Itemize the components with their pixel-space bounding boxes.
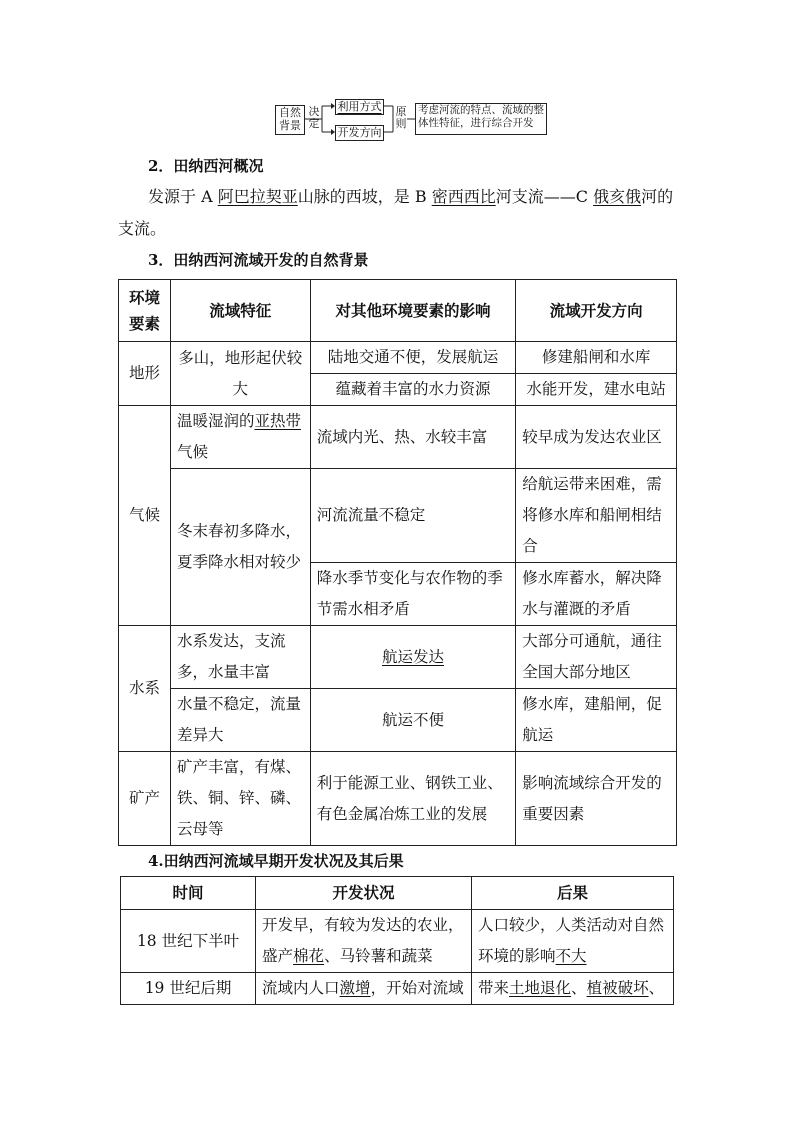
result-cell xyxy=(472,973,674,1005)
table-row xyxy=(119,626,677,689)
factor-text: 气候 xyxy=(128,506,160,524)
development-direction-box xyxy=(335,125,384,141)
answer-text: 棉花 xyxy=(293,947,325,965)
section-2-line-1 xyxy=(148,181,688,213)
table-header-row xyxy=(119,280,677,342)
factor-cell: 矿产 xyxy=(119,752,171,846)
answer-text: 密西西比 xyxy=(431,187,496,206)
feature-cell: 水系发达，支流多，水量丰富 xyxy=(170,626,310,689)
feature-cell: 矿产丰富，有煤、铁、铜、锌、磷、云母等 xyxy=(170,752,310,846)
text: 、马铃薯和蔬菜 xyxy=(324,947,433,965)
time-cell: 18 世纪下半叶 xyxy=(121,910,256,973)
direction-cell: 水能开发，建水电站 xyxy=(516,374,677,406)
box-text: 开发方向 xyxy=(337,126,382,139)
status-cell xyxy=(256,973,472,1005)
direction-cell: 较早成为发达农业区 xyxy=(516,406,677,469)
table-row xyxy=(121,910,674,973)
feature-cell: 多山，地形起伏较大 xyxy=(170,342,310,406)
principle-label xyxy=(395,106,407,130)
early-development-table xyxy=(120,876,674,1005)
header-impact xyxy=(310,280,516,342)
text: ，开始对流域 xyxy=(370,979,464,997)
table-row xyxy=(121,973,674,1005)
table-row xyxy=(119,342,677,374)
direction-cell: 给航运带来困难，需将修水库和船闸相结合 xyxy=(516,469,677,563)
header-feature xyxy=(170,280,310,342)
factor-cell xyxy=(119,406,171,626)
decide-label xyxy=(308,106,320,130)
text: 、 xyxy=(571,979,587,997)
development-principle-diagram xyxy=(275,98,545,140)
feature-cell xyxy=(170,406,310,469)
factor-cell: 水系 xyxy=(119,626,171,752)
box-text: 背景 xyxy=(279,119,301,132)
header-direction xyxy=(516,280,677,342)
status-cell xyxy=(256,910,472,973)
section-3-title: 3．田纳西河流域开发的自然背景 xyxy=(148,251,369,269)
result-cell xyxy=(472,910,674,973)
answer-text: 激增 xyxy=(339,979,371,997)
label-char: 原 xyxy=(395,105,407,118)
table-row xyxy=(119,469,677,563)
text: 开发早，有较为发达的农业，盛产 xyxy=(262,916,464,965)
section-4-title: 4.田纳西河流域早期开发状况及其后果 xyxy=(148,852,404,870)
time-cell: 19 世纪后期 xyxy=(121,973,256,1005)
header-text: 后果 xyxy=(557,883,589,902)
label-char: 决 xyxy=(308,105,320,118)
answer-text: 亚热带 xyxy=(254,412,301,430)
text: 发源于 A xyxy=(148,187,218,206)
label-char: 定 xyxy=(308,117,320,130)
answer-text: 土地退化 xyxy=(509,979,572,997)
natural-background-table xyxy=(118,279,677,846)
box-text: 自然 xyxy=(279,106,301,119)
text: 温暖湿润的 xyxy=(176,412,255,430)
answer-text: 植被破坏 xyxy=(586,979,649,997)
impact-cell: 蕴藏着丰富的水力资源 xyxy=(310,374,516,406)
table-row xyxy=(119,752,677,846)
direction-cell: 大部分可通航，通往全国大部分地区 xyxy=(516,626,677,689)
header-factor xyxy=(119,280,171,342)
principle-box xyxy=(415,103,547,135)
text: 气候 xyxy=(176,443,208,461)
section-2-title: 2．田纳西河概况 xyxy=(148,157,264,175)
impact-cell xyxy=(310,626,516,689)
label-char: 则 xyxy=(395,117,407,130)
factor-cell: 地形 xyxy=(119,342,171,406)
impact-cell: 河流流量不稳定 xyxy=(310,469,516,563)
header-text: 对其他环境要素的影响 xyxy=(335,300,491,320)
header-text: 流域开发方向 xyxy=(549,300,643,320)
header-text: 时间 xyxy=(172,883,204,902)
section-2-line-2: 支流。 xyxy=(118,219,167,238)
header-text: 流域特征 xyxy=(209,300,272,320)
header-text: 环境要素 xyxy=(128,287,160,333)
answer-text: 航运发达 xyxy=(381,647,444,666)
direction-cell: 影响流域综合开发的重要因素 xyxy=(516,752,677,846)
box-text: 利用方式 xyxy=(337,100,382,113)
answer-text: 不大 xyxy=(555,947,587,965)
feature-cell: 水量不稳定，流量差异大 xyxy=(170,689,310,752)
box-text: 体性特征，进行综合开发 xyxy=(418,117,534,129)
impact-cell: 航运不便 xyxy=(310,689,516,752)
table-row xyxy=(119,689,677,752)
text: 人口较少，人类活动对自然环境的影响 xyxy=(478,916,665,965)
header-status xyxy=(256,877,472,910)
answer-text: 俄亥俄 xyxy=(593,187,642,206)
table-header-row xyxy=(121,877,674,910)
text: 、 xyxy=(648,979,665,997)
text: 河支流——C xyxy=(495,187,594,206)
header-text: 开发状况 xyxy=(332,883,395,902)
text: 流域内人口 xyxy=(262,979,340,997)
impact-cell: 利于能源工业、钢铁工业、有色金属冶炼工业的发展 xyxy=(310,752,516,846)
utilization-box xyxy=(335,99,384,115)
text: 山脉的西坡，是 B xyxy=(297,187,432,206)
header-result xyxy=(472,877,674,910)
direction-cell: 修水库，建船闸，促航运 xyxy=(516,689,677,752)
header-time xyxy=(121,877,256,910)
table-row xyxy=(119,406,677,469)
box-text: 考虑河流的特点、流域的整 xyxy=(418,104,544,116)
impact-cell: 降水季节变化与农作物的季节需水相矛盾 xyxy=(310,563,516,626)
impact-cell: 流域内光、热、水较丰富 xyxy=(310,406,516,469)
impact-cell: 陆地交通不便，发展航运 xyxy=(310,342,516,374)
direction-cell: 修水库蓄水，解决降水与灌溉的矛盾 xyxy=(516,563,677,626)
direction-cell: 修建船闸和水库 xyxy=(516,342,677,374)
feature-cell: 冬末春初多降水，夏季降水相对较少 xyxy=(170,469,310,626)
answer-text: 阿巴拉契亚 xyxy=(217,187,298,206)
text: 河的 xyxy=(641,187,674,206)
text: 带来 xyxy=(478,979,510,997)
